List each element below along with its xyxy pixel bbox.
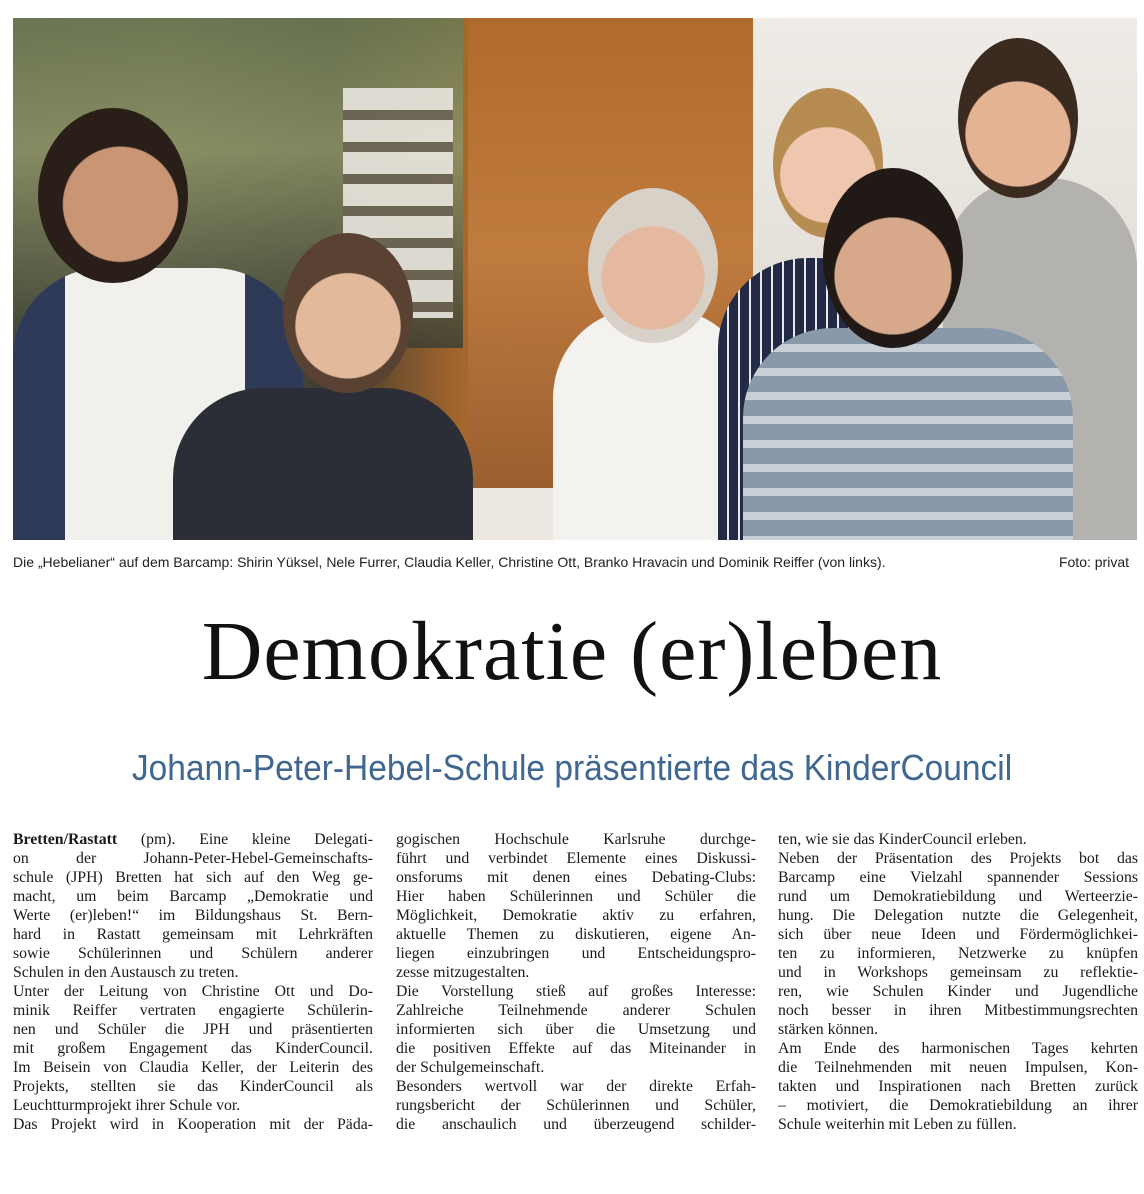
article-line: ren, wie Schulen Kinder und Jugendliche xyxy=(778,983,1138,1000)
article-column-3 xyxy=(778,830,1138,1134)
photo-caption xyxy=(13,554,1137,574)
photo-credit: Foto: privat xyxy=(1058,554,1129,570)
article-line: Schulen in den Austausch zu treten. xyxy=(13,964,239,981)
article-line: Werte (er)leben!“ im Bildungshaus St. Bern- xyxy=(13,907,373,924)
article-line: sowie Schülerinnen und Schülern anderer xyxy=(13,945,373,962)
dateline: Bretten/Rastatt xyxy=(13,831,118,848)
article-line: macht, um beim Barcamp „Demokratie und xyxy=(13,888,373,905)
article-line: gogischen Hochschule Karlsruhe durchge- xyxy=(396,831,756,848)
article-line: die anschaulich und überzeugend schilder- xyxy=(396,1116,756,1133)
article-line: ten zu informieren, Netzwerke zu knüpfen xyxy=(778,945,1138,962)
article-line: Unter der Leitung von Christine Ott und Do- xyxy=(13,983,373,1000)
article-line: on der Johann-Peter-Hebel-Gemeinschafts- xyxy=(13,850,373,867)
article-line: stärken können. xyxy=(778,1021,879,1038)
article-line: und in Workshops gemeinsam zu reflektie- xyxy=(778,964,1138,981)
article-line: Besonders wertvoll war der direkte Erfah- xyxy=(396,1078,756,1095)
article-line: zesse mitzugestalten. xyxy=(396,964,530,981)
article-line: Die Vorstellung stieß auf großes Interesse: xyxy=(396,983,756,1000)
article-line: führt und verbindet Elemente eines Diskussi- xyxy=(396,850,756,867)
article-line: Das Projekt wird in Kooperation mit der Päda- xyxy=(13,1116,373,1133)
article-line: Am Ende des harmonischen Tages kehrten xyxy=(778,1040,1138,1057)
article-line: Barcamp eine Vielzahl spannender Sessions xyxy=(778,869,1138,886)
group-photo xyxy=(13,18,1137,540)
article-line: ten, wie sie das KinderCouncil erleben. xyxy=(778,831,1027,848)
article-line: – motiviert, die Demokratiebildung an ihrer xyxy=(778,1097,1138,1114)
headline: Demokratie (er)leben xyxy=(201,605,943,698)
article-line: onsforums mit denen eines Debating-Clubs: xyxy=(396,869,756,886)
article-line: minik Reiffer vertraten engagierte Schülerin- xyxy=(13,1002,373,1019)
article-line: Im Beisein von Claudia Keller, der Leiterin des xyxy=(13,1059,373,1076)
article-line: die Teilnehmenden mit neuen Impulsen, Kon- xyxy=(778,1059,1138,1076)
article-line: noch besser in ihren Mitbestimmungsrechten xyxy=(778,1002,1138,1019)
article-line: nen und Schüler die JPH und präsentierten xyxy=(13,1021,373,1038)
article-line: schule (JPH) Bretten hat sich auf den Weg ge- xyxy=(13,869,373,886)
article-line: liegen einzubringen und Entscheidungspro- xyxy=(396,945,756,962)
article-line: Neben der Präsentation des Projekts bot das xyxy=(778,850,1138,867)
article-line: Hier haben Schülerinnen und Schüler die xyxy=(396,888,756,905)
article-line: sich über neue Ideen und Fördermöglichkei- xyxy=(778,926,1138,943)
article-line: Schule weiterhin mit Leben zu füllen. xyxy=(778,1116,1017,1133)
article-column-2 xyxy=(396,830,756,1134)
article-line: mit großem Engagement das KinderCouncil. xyxy=(13,1040,373,1057)
article-line: aktuelle Themen zu diskutieren, eigene An- xyxy=(396,926,756,943)
article-line: der Schulgemeinschaft. xyxy=(396,1059,545,1076)
article-line: hard in Rastatt gemeinsam mit Lehrkräften xyxy=(13,926,373,943)
article-line: takten und Inspirationen nach Bretten zurück xyxy=(778,1078,1138,1095)
article-line: Projekts, stellten sie das KinderCouncil als xyxy=(13,1078,373,1095)
article-line: die positiven Effekte auf das Miteinander in xyxy=(396,1040,756,1057)
article-line: rund um Demokratiebildung und Werteerzie- xyxy=(778,888,1138,905)
subheadline: Johann-Peter-Hebel-Schule präsentierte das KinderCouncil xyxy=(131,747,1013,788)
article-line: Zahlreiche Teilnehmende anderer Schulen xyxy=(396,1002,756,1019)
article-line: Leuchtturmprojekt ihrer Schule vor. xyxy=(13,1097,241,1114)
article-line: rungsbericht der Schülerinnen und Schüler, xyxy=(396,1097,756,1114)
article-column-1 xyxy=(13,830,373,1134)
article-line: Möglichkeit, Demokratie aktiv zu erfahren, xyxy=(396,907,756,924)
article-body xyxy=(13,830,1137,1180)
article-line: hung. Die Delegation nutzte die Gelegenheit, xyxy=(778,907,1138,924)
article-line: Bretten/Rastatt (pm). Eine kleine Delegati- xyxy=(13,831,373,848)
caption-text: Die „Hebelianer“ auf dem Barcamp: Shirin Yüksel, Nele Furrer, Claudia Keller, Christine Ott, Branko Hravacin und Dominik Reiffer (von links). xyxy=(13,554,886,570)
article-line: informierten sich über die Umsetzung und xyxy=(396,1021,756,1038)
